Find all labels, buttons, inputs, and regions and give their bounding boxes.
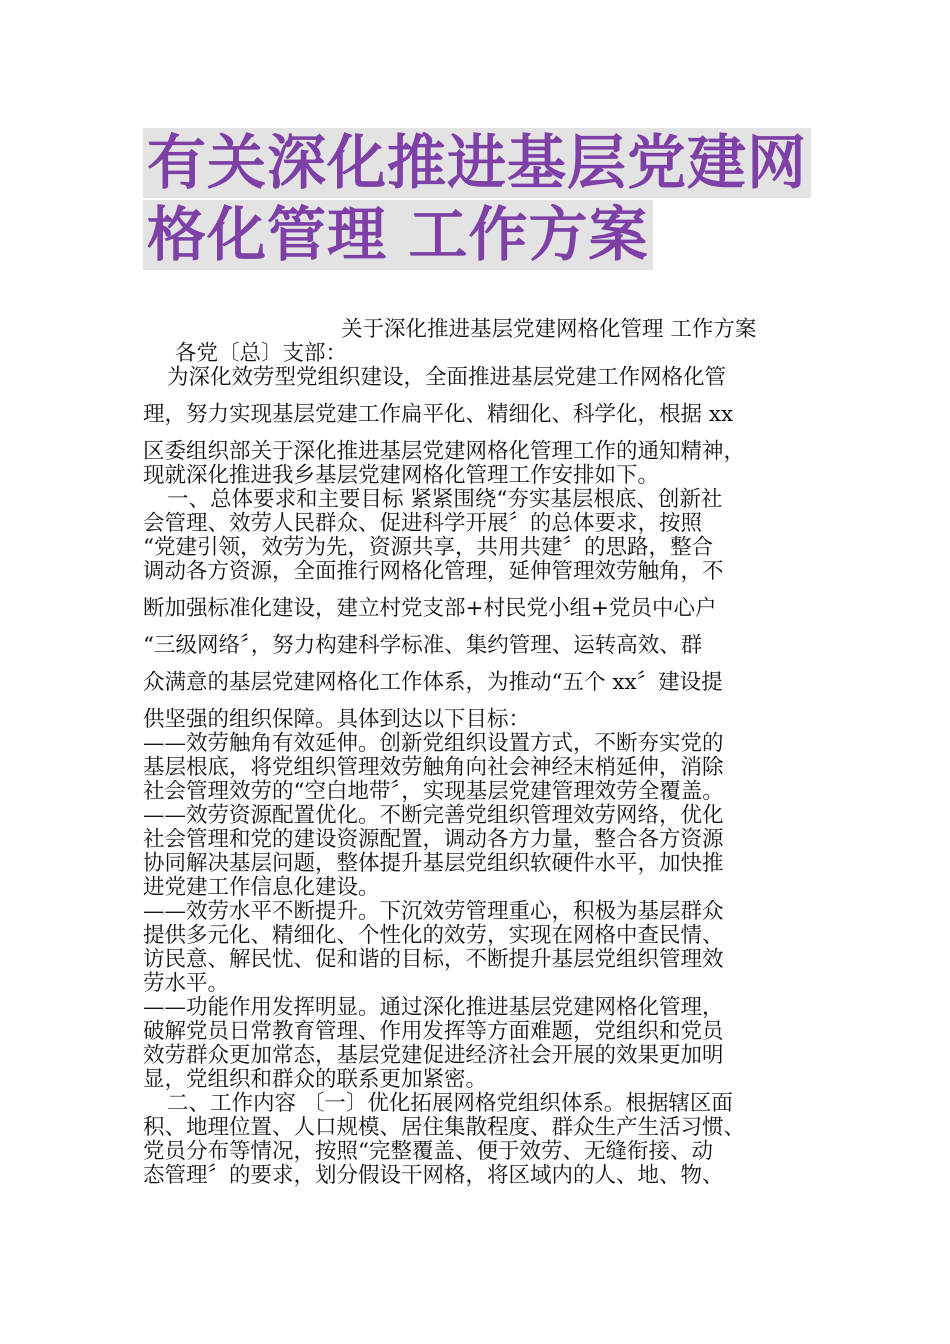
body-line: 效劳群众更加常态，基层党建促进经济社会开展的效果更加明 bbox=[143, 1043, 724, 1068]
body-line: 会管理、效劳人民群众、促进科学开展〞的总体要求，按照 bbox=[143, 511, 703, 536]
body-line: “三级网络〞，努力构建科学标准、集约管理、运转高效、群 bbox=[143, 633, 703, 658]
body-line: 劳水平。 bbox=[143, 971, 230, 996]
body-line: 党员分布等情况，按照“完整覆盖、便于效劳、无缝衔接、动 bbox=[143, 1139, 713, 1164]
section-heading-1: 一、总体要求和主要目标 紧紧围绕“夯实基层根底、创新社 bbox=[167, 487, 723, 512]
body-line: 为深化效劳型党组织建设，全面推进基层党建工作网格化管 bbox=[167, 365, 727, 390]
body-line: 破解党员日常教育管理、作用发挥等方面难题，党组织和党员 bbox=[143, 1019, 724, 1044]
body-line: 提供多元化、精细化、个性化的效劳，实现在网格中查民情、 bbox=[143, 923, 724, 948]
body-line: 区委组织部关于深化推进基层党建网格化管理工作的通知精神， bbox=[143, 439, 746, 464]
title-line-2: 格化管理 工作方案 bbox=[143, 200, 653, 270]
document-body bbox=[143, 318, 813, 1188]
body-line: 积、地理位置、人口规模、居住集散程度、群众生产生活习惯、 bbox=[143, 1115, 746, 1140]
body-subtitle: 关于深化推进基层党建网格化管理 工作方案 bbox=[341, 317, 757, 342]
body-line: 断加强标准化建设，建立村党支部+村民党小组+党员中心户 bbox=[143, 596, 717, 621]
body-line: 现就深化推进我乡基层党建网格化管理工作安排如下。 bbox=[143, 463, 660, 488]
goal-line: ——效劳水平不断提升。下沉效劳管理重心，积极为基层群众 bbox=[143, 899, 724, 924]
body-line: 供坚强的组织保障。具体到达以下目标： bbox=[143, 707, 531, 732]
body-line: 协同解决基层问题，整体提升基层党组织软硬件水平，加快推 bbox=[143, 851, 724, 876]
body-line: 理，努力实现基层党建工作扁平化、精细化、科学化，根据 xx bbox=[143, 402, 734, 427]
body-line: 社会管理效劳的“空白地带〞，实现基层党建管理效劳全覆盖。 bbox=[143, 779, 724, 804]
body-line: 访民意、解民忧、促和谐的目标，不断提升基层党组织管理效 bbox=[143, 947, 724, 972]
body-line: 众满意的基层党建网格化工作体系，为推动“五个 xx〞建设提 bbox=[143, 670, 723, 695]
body-line: 显，党组织和群众的联系更加紧密。 bbox=[143, 1067, 488, 1092]
body-line: 基层根底，将党组织管理效劳触角向社会神经末梢延伸，消除 bbox=[143, 755, 724, 780]
goal-line: ——功能作用发挥明显。通过深化推进基层党建网格化管理， bbox=[143, 995, 724, 1020]
body-line: 态管理〞的要求，划分假设干网格，将区域内的人、地、物、 bbox=[143, 1163, 724, 1188]
title-line-1: 有关深化推进基层党建网 bbox=[143, 128, 811, 198]
body-line: 社会管理和党的建设资源配置，调动各方力量，整合各方资源 bbox=[143, 827, 724, 852]
body-line: 调动各方资源，全面推行网格化管理，延伸管理效劳触角，不 bbox=[143, 559, 724, 584]
document-title bbox=[143, 128, 813, 270]
goal-line: ——效劳资源配置优化。不断完善党组织管理效劳网络，优化 bbox=[143, 803, 724, 828]
salutation: 各党〔总〕支部： bbox=[175, 341, 348, 366]
goal-line: ——效劳触角有效延伸。创新党组织设置方式，不断夯实党的 bbox=[143, 731, 724, 756]
body-line: “党建引领，效劳为先，资源共享，共用共建〞的思路，整合 bbox=[143, 535, 713, 560]
body-line: 进党建工作信息化建设。 bbox=[143, 875, 380, 900]
section-heading-2: 二、工作内容 〔一〕优化拓展网格党组织体系。根据辖区面 bbox=[167, 1091, 733, 1116]
